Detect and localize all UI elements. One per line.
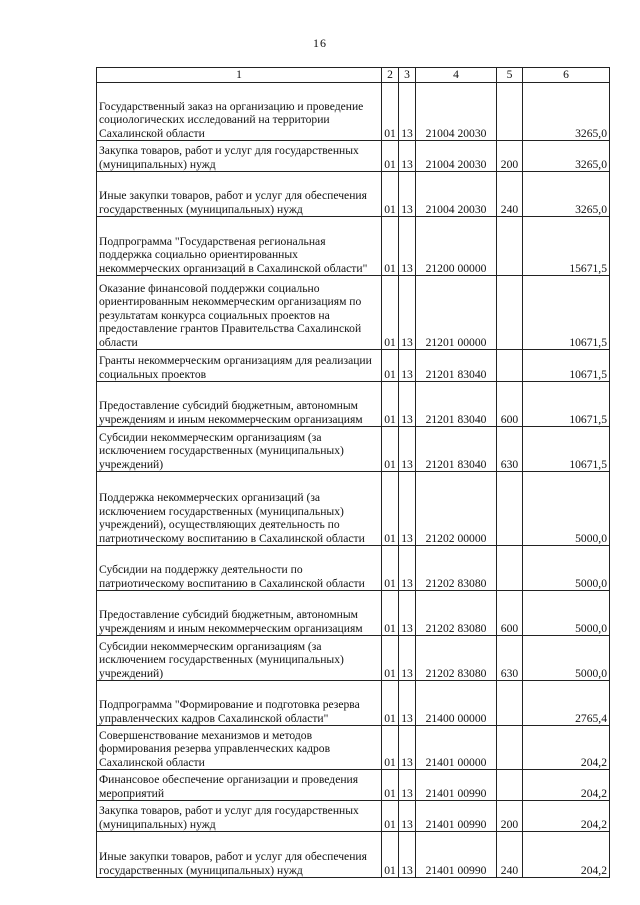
section-code: 01 — [382, 726, 399, 770]
subsection-code: 13 — [399, 636, 416, 681]
table-row — [97, 472, 610, 546]
row-name: Подпрограмма "Государственая региональная поддержка социально ориентированных некоммерческих организаций в Сахалинской области" — [97, 217, 382, 276]
target-article-code: 21201 83040 — [416, 382, 497, 427]
header-row — [97, 68, 610, 83]
row-name: Подпрограмма "Формирование и подготовка резерва управленческих кадров Сахалинской области" — [97, 681, 382, 726]
column-header: 2 — [382, 68, 399, 83]
amount: 10671,5 — [523, 427, 610, 472]
expense-type-code: 200 — [497, 141, 523, 172]
amount: 3265,0 — [523, 141, 610, 172]
amount: 10671,5 — [523, 350, 610, 382]
subsection-code: 13 — [399, 427, 416, 472]
target-article-code: 21004 20030 — [416, 172, 497, 217]
row-name: Закупка товаров, работ и услуг для государственных (муниципальных) нужд — [97, 141, 382, 172]
target-article-code: 21201 83040 — [416, 350, 497, 382]
target-article-code: 21202 83080 — [416, 636, 497, 681]
row-name: Оказание финансовой поддержки социально ориентированным некоммерческим организациям по результатам конкурса социальных проектов на предоставление грантов Правительства Сахалинской области — [97, 276, 382, 350]
amount: 15671,5 — [523, 217, 610, 276]
target-article-code: 21201 83040 — [416, 427, 497, 472]
expense-type-code: 630 — [497, 636, 523, 681]
target-article-code: 21401 00990 — [416, 832, 497, 878]
expense-type-code — [497, 217, 523, 276]
target-article-code: 21201 00000 — [416, 276, 497, 350]
amount: 5000,0 — [523, 591, 610, 636]
column-header: 5 — [497, 68, 523, 83]
amount: 5000,0 — [523, 546, 610, 591]
row-name: Иные закупки товаров, работ и услуг для обеспечения государственных (муниципальных) нужд — [97, 832, 382, 878]
table-row — [97, 350, 610, 382]
section-code: 01 — [382, 141, 399, 172]
table-row — [97, 427, 610, 472]
target-article-code: 21200 00000 — [416, 217, 497, 276]
subsection-code: 13 — [399, 770, 416, 801]
section-code: 01 — [382, 276, 399, 350]
expense-type-code: 630 — [497, 427, 523, 472]
amount: 204,2 — [523, 726, 610, 770]
table-row — [97, 726, 610, 770]
amount: 204,2 — [523, 801, 610, 832]
subsection-code: 13 — [399, 832, 416, 878]
amount: 3265,0 — [523, 172, 610, 217]
expense-type-code: 600 — [497, 382, 523, 427]
expense-type-code — [497, 726, 523, 770]
row-name: Поддержка некоммерческих организаций (за исключением государственных (муниципальных) учреждений), осуществляющих деятельность по патриотическому воспитанию в Сахалинской области — [97, 472, 382, 546]
target-article-code: 21400 00000 — [416, 681, 497, 726]
expense-type-code: 240 — [497, 832, 523, 878]
row-name: Предоставление субсидий бюджетным, автономным учреждениям и иным некоммерческим организациям — [97, 591, 382, 636]
section-code: 01 — [382, 801, 399, 832]
amount: 3265,0 — [523, 83, 610, 141]
expense-type-code — [497, 681, 523, 726]
expense-type-code — [497, 276, 523, 350]
amount: 10671,5 — [523, 276, 610, 350]
expense-type-code — [497, 83, 523, 141]
table-row — [97, 801, 610, 832]
row-name: Субсидии на поддержку деятельности по патриотическому воспитанию в Сахалинской области — [97, 546, 382, 591]
section-code: 01 — [382, 427, 399, 472]
table-row — [97, 382, 610, 427]
section-code: 01 — [382, 546, 399, 591]
row-name: Предоставление субсидий бюджетным, автономным учреждениям и иным некоммерческим организациям — [97, 382, 382, 427]
amount: 10671,5 — [523, 382, 610, 427]
target-article-code: 21202 00000 — [416, 472, 497, 546]
table-row — [97, 681, 610, 726]
page-number: 16 — [313, 36, 327, 50]
subsection-code: 13 — [399, 350, 416, 382]
subsection-code: 13 — [399, 382, 416, 427]
section-code: 01 — [382, 382, 399, 427]
row-name: Субсидии некоммерческим организациям (за исключением государственных (муниципальных) учреждений) — [97, 636, 382, 681]
column-header: 1 — [97, 68, 382, 83]
target-article-code: 21004 20030 — [416, 83, 497, 141]
table-row — [97, 276, 610, 350]
target-article-code: 21004 20030 — [416, 141, 497, 172]
column-header: 4 — [416, 68, 497, 83]
table-row — [97, 217, 610, 276]
target-article-code: 21401 00990 — [416, 801, 497, 832]
amount: 5000,0 — [523, 472, 610, 546]
amount: 5000,0 — [523, 636, 610, 681]
subsection-code: 13 — [399, 546, 416, 591]
table-row — [97, 83, 610, 141]
subsection-code: 13 — [399, 276, 416, 350]
section-code: 01 — [382, 217, 399, 276]
subsection-code: 13 — [399, 472, 416, 546]
expense-type-code: 240 — [497, 172, 523, 217]
subsection-code: 13 — [399, 141, 416, 172]
budget-table — [96, 67, 610, 878]
row-name: Финансовое обеспечение организации и проведения мероприятий — [97, 770, 382, 801]
section-code: 01 — [382, 83, 399, 141]
row-name: Совершенствование механизмов и методов формирования резерва управленческих кадров Сахалинской области — [97, 726, 382, 770]
subsection-code: 13 — [399, 801, 416, 832]
expense-type-code: 200 — [497, 801, 523, 832]
section-code: 01 — [382, 591, 399, 636]
section-code: 01 — [382, 636, 399, 681]
target-article-code: 21202 83080 — [416, 591, 497, 636]
column-header: 3 — [399, 68, 416, 83]
table-row — [97, 832, 610, 878]
subsection-code: 13 — [399, 217, 416, 276]
section-code: 01 — [382, 472, 399, 546]
amount: 204,2 — [523, 832, 610, 878]
section-code: 01 — [382, 350, 399, 382]
subsection-code: 13 — [399, 83, 416, 141]
table-row — [97, 591, 610, 636]
expense-type-code — [497, 350, 523, 382]
target-article-code: 21401 00000 — [416, 726, 497, 770]
section-code: 01 — [382, 832, 399, 878]
section-code: 01 — [382, 172, 399, 217]
amount: 204,2 — [523, 770, 610, 801]
expense-type-code — [497, 770, 523, 801]
row-name: Государственный заказ на организацию и проведение социологических исследований на территории Сахалинской области — [97, 83, 382, 141]
expense-type-code — [497, 546, 523, 591]
target-article-code: 21202 83080 — [416, 546, 497, 591]
row-name: Гранты некоммерческим организациям для реализации социальных проектов — [97, 350, 382, 382]
table-row — [97, 636, 610, 681]
expense-type-code — [497, 472, 523, 546]
subsection-code: 13 — [399, 591, 416, 636]
table-row — [97, 141, 610, 172]
subsection-code: 13 — [399, 726, 416, 770]
section-code: 01 — [382, 770, 399, 801]
table-row — [97, 546, 610, 591]
section-code: 01 — [382, 681, 399, 726]
row-name: Субсидии некоммерческим организациям (за исключением государственных (муниципальных) учреждений) — [97, 427, 382, 472]
row-name: Закупка товаров, работ и услуг для государственных (муниципальных) нужд — [97, 801, 382, 832]
target-article-code: 21401 00990 — [416, 770, 497, 801]
column-header: 6 — [523, 68, 610, 83]
subsection-code: 13 — [399, 681, 416, 726]
amount: 2765,4 — [523, 681, 610, 726]
subsection-code: 13 — [399, 172, 416, 217]
table-row — [97, 770, 610, 801]
table-row — [97, 172, 610, 217]
row-name: Иные закупки товаров, работ и услуг для обеспечения государственных (муниципальных) нужд — [97, 172, 382, 217]
expense-type-code: 600 — [497, 591, 523, 636]
